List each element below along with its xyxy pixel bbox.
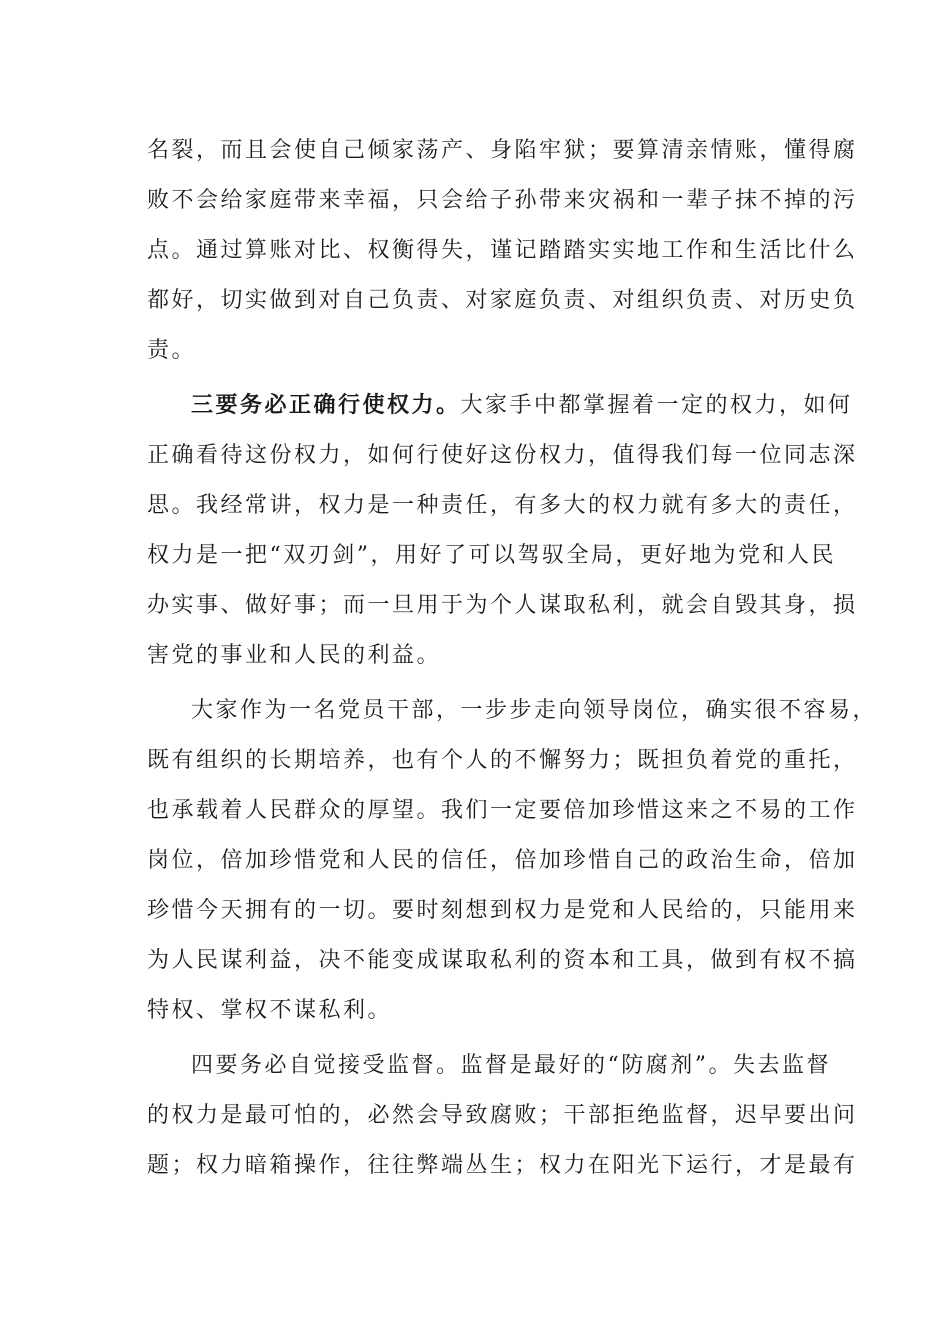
paragraph-3-line-2: 既有组织的长期培养，也有个人的不懈努力；既担负着党的重托， — [147, 748, 858, 773]
paragraph-2-line-3: 思。我经常讲，权力是一种责任，有多大的权力就有多大的责任， — [147, 493, 858, 518]
paragraph-2-line-2: 正确看待这份权力，如何行使好这份权力，值得我们每一位同志深 — [147, 443, 858, 468]
paragraph-4-line-3: 题；权力暗箱操作，往往弊端丛生；权力在阳光下运行，才是最有 — [147, 1153, 858, 1178]
paragraph-1-line-2: 败不会给家庭带来幸福，只会给子孙带来灾祸和一辈子抹不掉的污 — [147, 188, 858, 213]
paragraph-1-line-1: 名裂，而且会使自己倾家荡产、身陷牢狱；要算清亲情账，懂得腐 — [147, 138, 858, 163]
paragraph-2-line-4: 权力是一把“双刃剑”，用好了可以驾驭全局，更好地为党和人民 — [147, 543, 836, 568]
paragraph-4-line-2: 的权力是最可怕的，必然会导致腐败；干部拒绝监督，迟早要出问 — [147, 1103, 858, 1128]
paragraph-3-line-6: 为人民谋利益，决不能变成谋取私利的资本和工具，做到有权不搞 — [147, 948, 858, 973]
paragraph-3-line-4: 岗位，倍加珍惜党和人民的信任，倍加珍惜自己的政治生命，倍加 — [147, 848, 858, 873]
paragraph-1-line-3: 点。通过算账对比、权衡得失，谨记踏踏实实地工作和生活比什么 — [147, 238, 858, 263]
paragraph-3-line-1: 大家作为一名党员干部，一步步走向领导岗位，确实很不容易， — [191, 698, 878, 723]
paragraph-3-line-5: 珍惜今天拥有的一切。要时刻想到权力是党和人民给的，只能用来 — [147, 898, 858, 923]
paragraph-2-line-1-rest: 大家手中都掌握着一定的权力，如何 — [460, 393, 853, 418]
paragraph-2-line-5: 办实事、做好事；而一旦用于为个人谋取私利，就会自毁其身，损 — [147, 593, 858, 618]
paragraph-3-line-3: 也承载着人民群众的厚望。我们一定要倍加珍惜这来之不易的工作 — [147, 798, 858, 823]
section-heading-3: 三要务必正确行使权力。 — [191, 393, 461, 418]
paragraph-2-line-6: 害党的事业和人民的利益。 — [147, 643, 442, 668]
paragraph-1-line-4: 都好，切实做到对自己负责、对家庭负责、对组织负责、对历史负 — [147, 288, 858, 313]
paragraph-1-line-5: 责。 — [147, 338, 197, 363]
paragraph-2-line-1 — [191, 391, 853, 421]
paragraph-4-line-1: 四要务必自觉接受监督。监督是最好的“防腐剂”。失去监督 — [191, 1053, 831, 1078]
paragraph-3-line-7: 特权、掌权不谋私利。 — [147, 998, 393, 1023]
